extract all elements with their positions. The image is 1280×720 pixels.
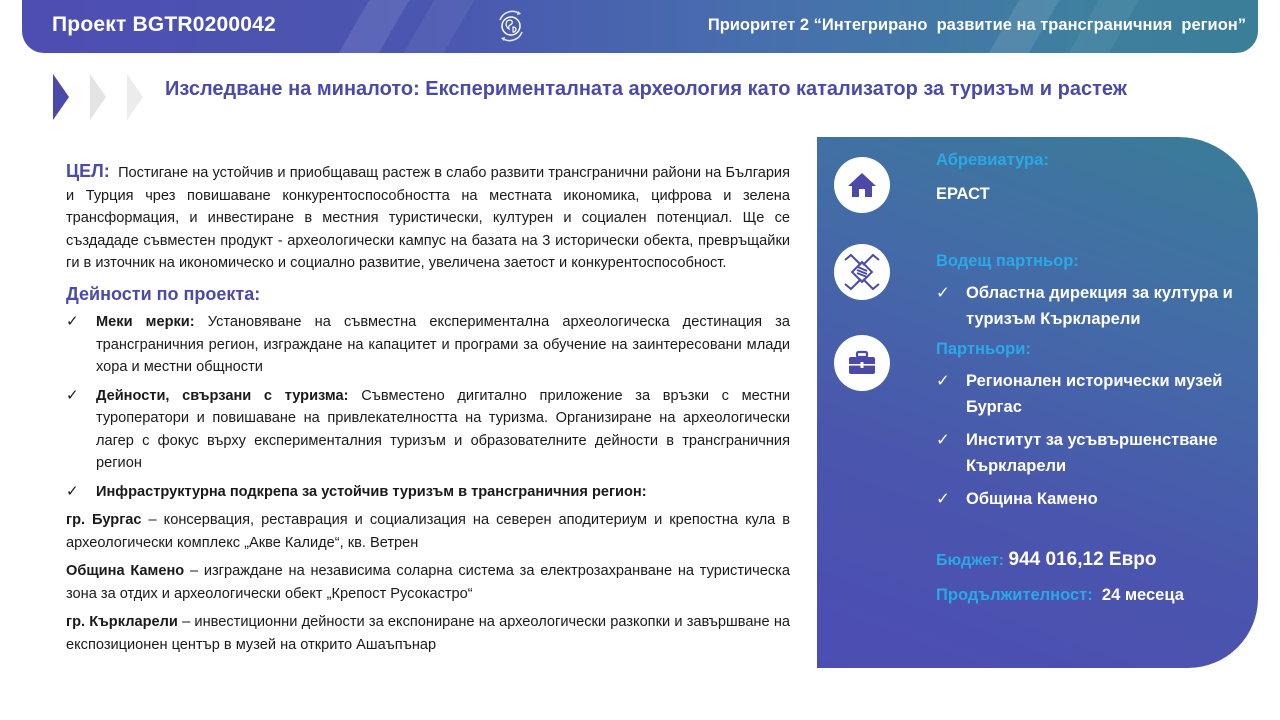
activity-item	[66, 311, 790, 379]
goal-label: ЦЕЛ:	[66, 161, 110, 181]
partners-label: Партньори:	[936, 340, 1031, 358]
panel-text	[936, 147, 1251, 608]
briefcase-icon-circle	[834, 335, 890, 391]
goal-text: Постигане на устойчив и приобщаващ растеж в слабо развити трансгранични райони на България и Турция чрез повишаване конкурентоспособността на местната икономика, цифрова и зелена трансформация, и инвестиране в местния туристически, културен и социален потенциал. Ще се създададе съвместен продукт - археологически кампус на базата на 3 исторически обекта, превръщайки ги в източник на икономическо и социално развитие, увеличена заетост и конкурентоспособност.	[66, 165, 790, 271]
budget-label: Бюджет:	[936, 552, 1005, 569]
location-item	[66, 560, 790, 605]
partner-item	[936, 486, 1251, 512]
globe-refresh-icon	[492, 8, 530, 44]
project-title: Проект BGTR0200042	[52, 13, 276, 36]
lead-partner-item	[936, 280, 1251, 332]
activities-heading: Дейности по проекта:	[66, 283, 261, 304]
location-text: – консервация, реставрация и социализация на северен аподитериум и крепостна кула в археологически комплекс „Акве Калиде“, кв. Ветрен	[66, 512, 790, 551]
header-bar	[22, 0, 1258, 53]
check-icon: ✓	[66, 313, 79, 330]
project-description	[66, 160, 790, 662]
goal-paragraph	[66, 160, 790, 275]
check-icon: ✓	[936, 490, 950, 508]
lead-partner-label: Водещ партньор:	[936, 252, 1079, 270]
budget-row	[936, 547, 1251, 574]
chevron-arrows-icon	[53, 74, 153, 120]
partner-name: Регионален исторически музей Бургас	[966, 372, 1223, 416]
home-icon-circle	[834, 157, 890, 213]
activity-label: Меки мерки:	[96, 314, 195, 330]
partnership-icon-circle	[834, 244, 890, 300]
partner-name: Институт за усъвършенстване Къркларели	[966, 431, 1218, 475]
activity-item	[66, 481, 790, 504]
location-item	[66, 611, 790, 656]
partner-item	[936, 368, 1251, 420]
lead-partner-name: Областна дирекция за култура и туризъм Къркларели	[966, 284, 1233, 328]
activity-item	[66, 385, 790, 475]
location-item	[66, 509, 790, 554]
activity-label: Дейности, свързани с туризма:	[96, 387, 349, 404]
duration-row	[936, 582, 1251, 608]
partner-name: Община Камено	[966, 490, 1098, 508]
project-info-panel	[817, 137, 1258, 668]
location-name: Община Камено	[66, 563, 185, 579]
check-icon: ✓	[936, 431, 950, 449]
header-decor-stripe	[329, 0, 415, 53]
check-icon: ✓	[66, 482, 79, 500]
location-text: – изграждане на независима соларна система за електрозахранване на туристическа зона за отдих и археологически обект „Крепост Русокастро“	[66, 563, 790, 602]
abbreviation-label: Абревиатура:	[936, 151, 1049, 169]
hands-together-icon	[842, 252, 882, 292]
location-name: гр. Бургас	[66, 512, 142, 528]
duration-value: 24 месеца	[1101, 586, 1184, 604]
check-icon: ✓	[66, 386, 79, 404]
activity-text: Съвместено дигитално приложение за връзки с местни туроператори и повишаване на привлекателността на туризма. Организиране на археологически лагер с фокус върху експерименталния туризъм и образователните дейности в трансграничния регион	[96, 387, 790, 471]
location-name: гр. Къркларели	[66, 614, 178, 630]
activity-label: Инфраструктурна подкрепа за устойчив туризъм в трансграничния регион:	[96, 483, 647, 500]
check-icon: ✓	[936, 372, 950, 390]
page-title: Изследване на миналото: Експерименталната археология като катализатор за туризъм и растеж	[165, 78, 1127, 100]
priority-title: Приоритет 2 “Интегрирано развитие на трансграничния регион”	[707, 16, 1246, 34]
briefcase-icon	[847, 350, 877, 376]
activity-text: Установяване на съвместна експериментална археологическа дестинация за трансграничния регион, изграждане на капацитет и програми за обучение на заинтересовани млади хора и местни общности	[96, 314, 790, 375]
check-icon: ✓	[936, 284, 950, 302]
abbreviation-value: ЕРАСТ	[936, 185, 990, 203]
header-decor-stripe	[394, 0, 480, 53]
duration-label: Продължителност:	[936, 586, 1093, 604]
budget-value: 944 016,12 Евро	[1008, 549, 1157, 570]
home-icon	[847, 171, 877, 199]
partner-item	[936, 427, 1251, 479]
location-text: – инвестиционни дейности за експониране на археологически разкопки и завършване на експозиционен център в музей на открито Ашаъпънар	[66, 614, 790, 653]
